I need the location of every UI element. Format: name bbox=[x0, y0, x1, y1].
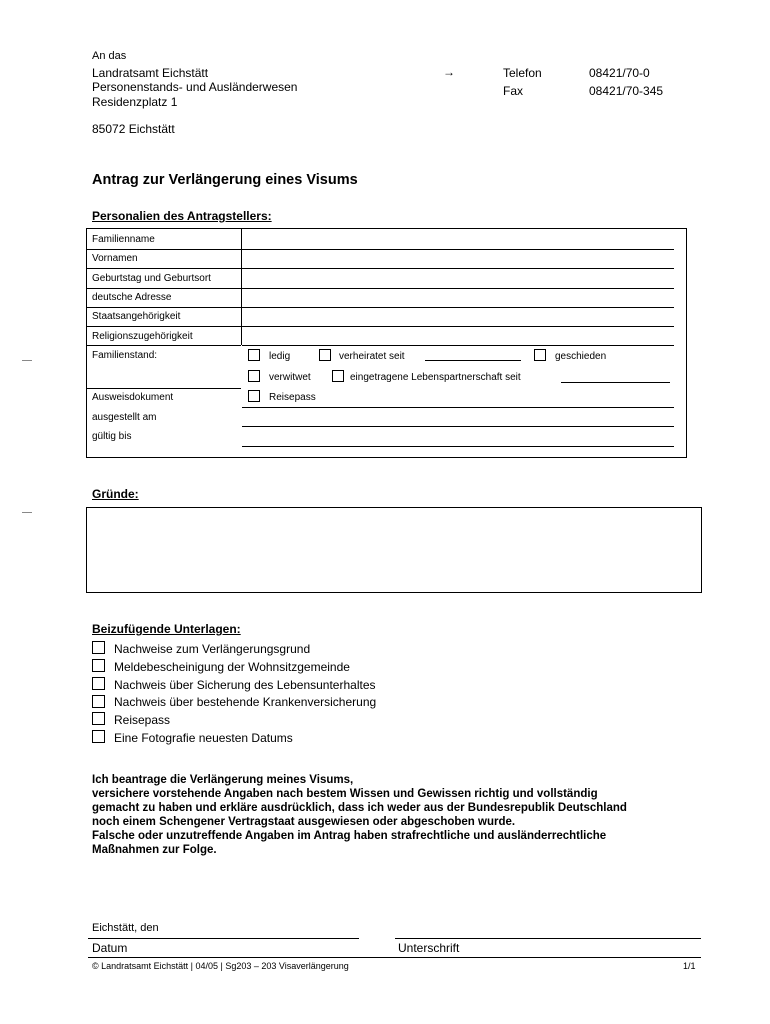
checkbox-geschieden[interactable] bbox=[534, 349, 546, 361]
input-ausgestellt[interactable] bbox=[242, 426, 674, 427]
field-label-staatsangehoerigkeit: Staatsangehörigkeit bbox=[92, 311, 181, 322]
label-ledig: ledig bbox=[269, 351, 291, 362]
declaration-line-5: Falsche oder unzutreffende Angaben im Antrag haben strafrechtliche und ausländerrechtliche bbox=[92, 830, 607, 842]
field-label-adresse: deutsche Adresse bbox=[92, 292, 172, 303]
doc-item-3: Nachweis über Sicherung des Lebensunterhaltes bbox=[114, 678, 376, 692]
row-divider bbox=[87, 307, 241, 308]
address-city: 85072 Eichstätt bbox=[92, 122, 175, 136]
doc-item-6: Eine Fotografie neuesten Datums bbox=[114, 731, 293, 745]
signature-label: Unterschrift bbox=[398, 941, 460, 955]
recipient-label: An das bbox=[92, 50, 127, 62]
margin-mark bbox=[22, 512, 32, 513]
input-geburt[interactable] bbox=[242, 288, 674, 289]
input-verheiratet-seit[interactable] bbox=[425, 360, 521, 361]
date-label: Datum bbox=[92, 941, 128, 955]
page-number: 1/1 bbox=[683, 961, 696, 971]
label-geschieden: geschieden bbox=[555, 351, 607, 362]
declaration-line-1: Ich beantrage die Verlängerung meines Visums, bbox=[92, 774, 354, 786]
checkbox-reisepass-id[interactable] bbox=[248, 390, 260, 402]
issued-label: ausgestellt am bbox=[92, 412, 157, 423]
label-verheiratet: verheiratet seit bbox=[339, 351, 405, 362]
label-reisepass-id: Reisepass bbox=[269, 392, 316, 403]
label-verwitwet: verwitwet bbox=[269, 372, 311, 383]
column-divider bbox=[241, 229, 242, 345]
doc-item-2: Meldebescheinigung der Wohnsitzgemeinde bbox=[114, 660, 350, 674]
signature-input-line[interactable] bbox=[395, 938, 701, 939]
phone-label: Telefon bbox=[503, 66, 542, 80]
checkbox-ledig[interactable] bbox=[248, 349, 260, 361]
field-label-geburt: Geburtstag und Geburtsort bbox=[92, 273, 211, 284]
doc-item-1: Nachweise zum Verlängerungsgrund bbox=[114, 642, 311, 656]
id-document-label: Ausweisdokument bbox=[92, 392, 174, 403]
row-divider bbox=[87, 249, 241, 250]
input-vornamen[interactable] bbox=[242, 268, 674, 269]
label-lebenspartnerschaft: eingetragene Lebenspartnerschaft seit bbox=[350, 372, 521, 383]
page-title: Antrag zur Verlängerung eines Visums bbox=[92, 172, 358, 188]
address-line-2: Personenstands- und Ausländerwesen bbox=[92, 80, 298, 94]
field-label-vornamen: Vornamen bbox=[92, 253, 138, 264]
checkbox-doc-5[interactable] bbox=[92, 712, 105, 725]
reasons-textarea[interactable] bbox=[86, 507, 702, 593]
field-label-religion: Religionszugehörigkeit bbox=[92, 331, 193, 342]
arrow-icon: → bbox=[443, 65, 455, 79]
input-staatsangehoerigkeit[interactable] bbox=[242, 326, 674, 327]
personal-heading: Personalien des Antragstellers: bbox=[92, 209, 272, 223]
input-ausweis[interactable] bbox=[242, 407, 674, 408]
checkbox-doc-4[interactable] bbox=[92, 695, 105, 708]
documents-heading: Beizufügende Unterlagen: bbox=[92, 622, 241, 636]
checkbox-doc-1[interactable] bbox=[92, 641, 105, 654]
declaration-line-4: noch einem Schengener Vertragstaat ausgewiesen oder abgeschoben wurde. bbox=[92, 816, 516, 828]
input-religion[interactable] bbox=[242, 345, 674, 346]
input-lebenspartnerschaft-seit[interactable] bbox=[561, 382, 670, 383]
checkbox-verwitwet[interactable] bbox=[248, 370, 260, 382]
personal-data-box bbox=[86, 228, 687, 458]
marital-label: Familienstand: bbox=[92, 350, 158, 361]
doc-item-4: Nachweis über bestehende Krankenversicherung bbox=[114, 695, 377, 709]
fax-label: Fax bbox=[503, 84, 524, 98]
row-divider bbox=[87, 345, 241, 346]
checkbox-doc-6[interactable] bbox=[92, 730, 105, 743]
footer-divider bbox=[88, 957, 701, 958]
row-divider bbox=[87, 288, 241, 289]
input-gueltig[interactable] bbox=[242, 446, 674, 447]
declaration-line-6: Maßnahmen zur Folge. bbox=[92, 844, 217, 856]
row-divider bbox=[87, 268, 241, 269]
fax-value: 08421/70-345 bbox=[589, 84, 664, 98]
checkbox-verheiratet[interactable] bbox=[319, 349, 331, 361]
declaration-line-2: versichere vorstehende Angaben nach bestem Wissen und Gewissen richtig und vollständig bbox=[92, 788, 598, 800]
input-familienname[interactable] bbox=[242, 249, 674, 250]
phone-value: 08421/70-0 bbox=[589, 66, 650, 80]
field-label-familienname: Familienname bbox=[92, 234, 155, 245]
place-date-text: Eichstätt, den bbox=[92, 922, 159, 934]
address-line-1: Landratsamt Eichstätt bbox=[92, 66, 209, 80]
footer-text: © Landratsamt Eichstätt | 04/05 | Sg203 – 203 Visaverlängerung bbox=[92, 961, 349, 971]
margin-mark bbox=[22, 360, 32, 361]
row-divider bbox=[87, 388, 241, 389]
declaration-line-3: gemacht zu haben und erkläre ausdrücklich, dass ich weder aus der Bundesrepublik Deutschland bbox=[92, 802, 627, 814]
valid-label: gültig bis bbox=[92, 431, 132, 442]
row-divider bbox=[87, 326, 241, 327]
checkbox-lebenspartnerschaft[interactable] bbox=[332, 370, 344, 382]
date-input-line[interactable] bbox=[88, 938, 359, 939]
reasons-heading: Gründe: bbox=[92, 487, 139, 501]
doc-item-5: Reisepass bbox=[114, 713, 171, 727]
checkbox-doc-2[interactable] bbox=[92, 659, 105, 672]
input-adresse[interactable] bbox=[242, 307, 674, 308]
checkbox-doc-3[interactable] bbox=[92, 677, 105, 690]
address-line-3: Residenzplatz 1 bbox=[92, 95, 178, 109]
